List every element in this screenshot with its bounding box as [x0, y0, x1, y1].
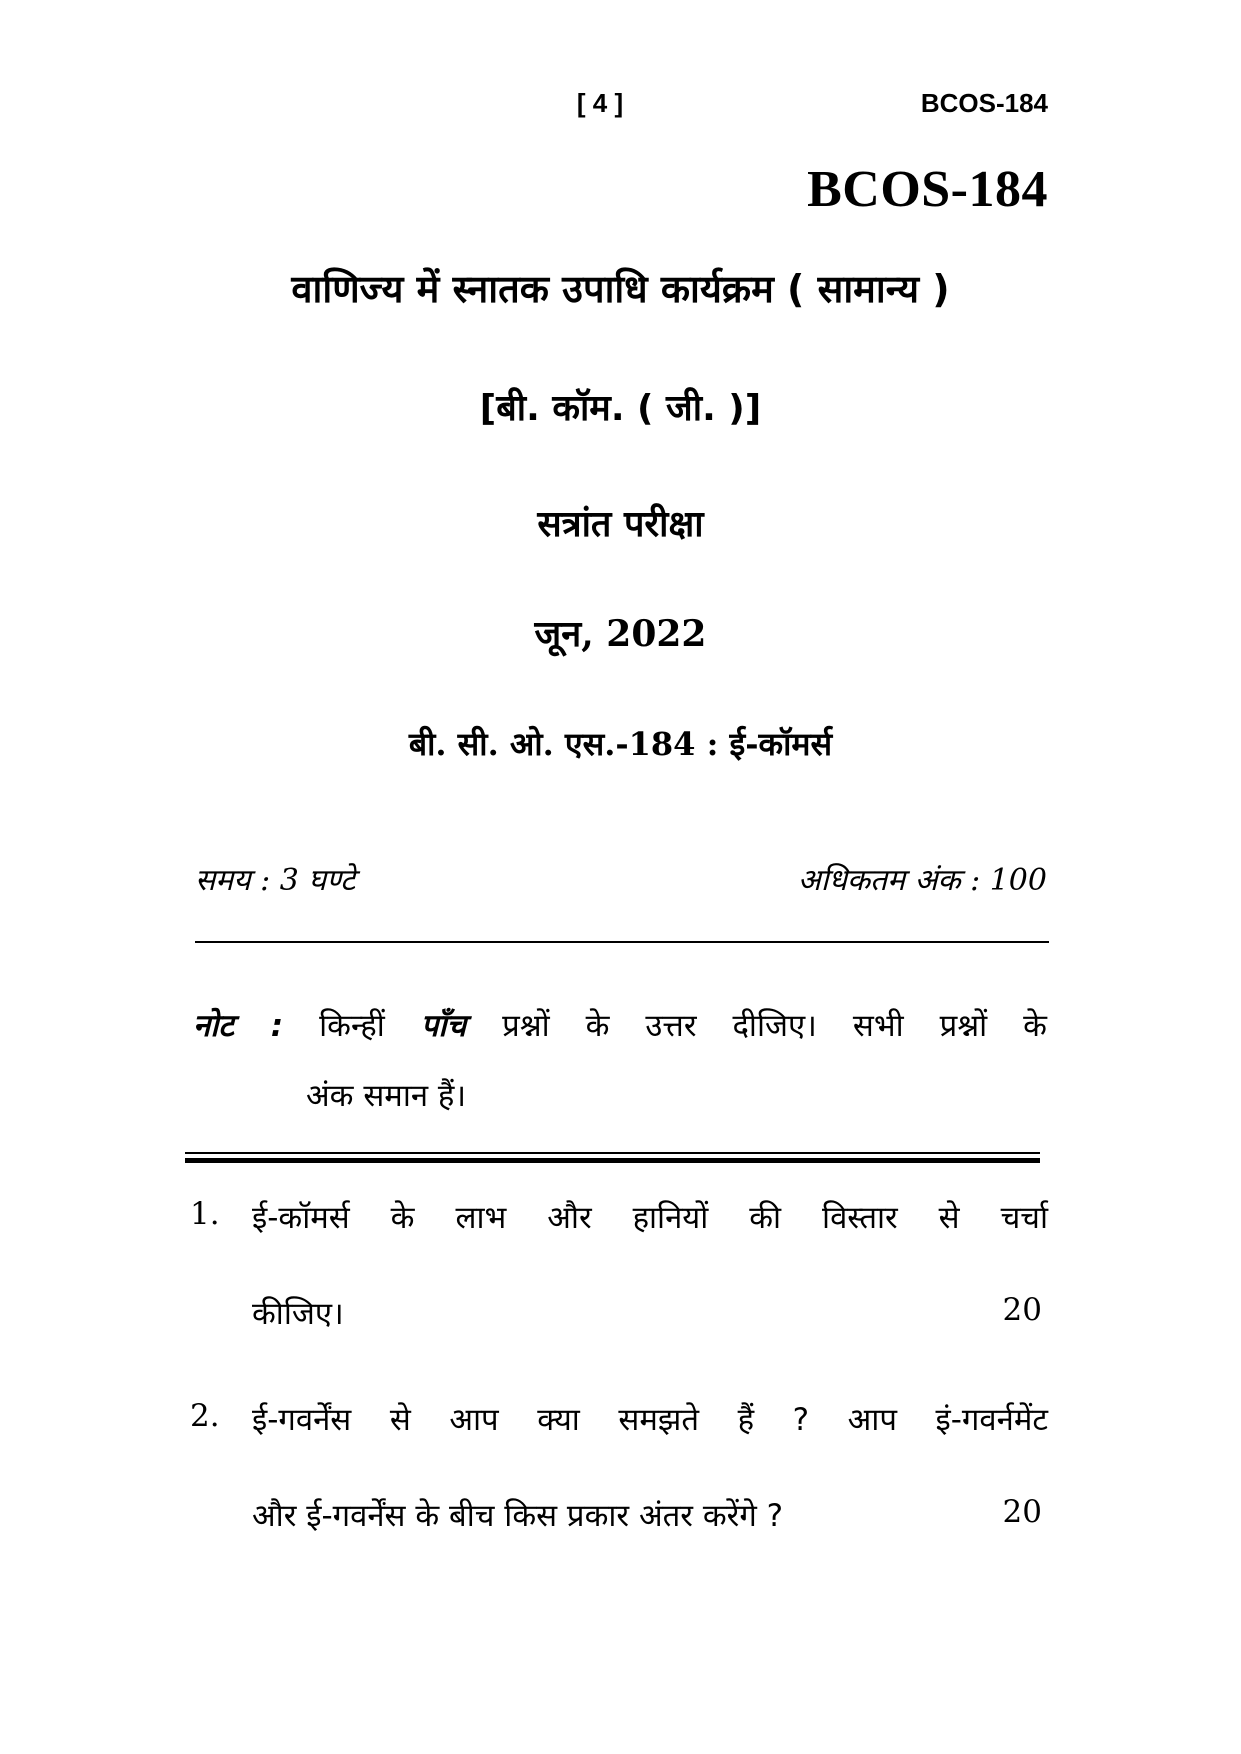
double-rule-top [185, 1152, 1040, 1154]
note-label: नोट : [193, 1008, 284, 1044]
instructions-note [193, 978, 1047, 1074]
note-text-after: प्रश्नों के उत्तर दीजिए। सभी प्रश्नों के [502, 1008, 1047, 1044]
maximum-marks: अधिकतम अंक : 100 [797, 863, 1047, 898]
exam-session: जून, 2022 [534, 613, 707, 655]
programme-title: वाणिज्य में स्नातक उपाधि कार्यक्रम ( सामान्य ) [291, 267, 950, 311]
question-number: 2. [190, 1398, 220, 1434]
question-text-line-1: ई-गवर्नेंस से आप क्या समझते हैं ? आप इं-गवर्नमेंट [252, 1402, 1048, 1438]
degree-title: [बी. कॉम. ( जी. )] [479, 388, 762, 429]
question-2 [190, 1398, 1048, 1578]
question-text-line-2: कीजिए। [252, 1296, 344, 1332]
question-marks: 20 [1002, 1494, 1042, 1530]
question-1 [190, 1196, 1048, 1376]
question-text-line-2: और ई-गवर्नेंस के बीच किस प्रकार अंतर करेंगे ? [252, 1498, 784, 1534]
question-number: 1. [190, 1196, 220, 1232]
note-continuation: अंक समान हैं। [306, 1078, 467, 1114]
divider-rule [195, 941, 1049, 943]
double-rule-bottom [185, 1158, 1040, 1163]
header-course-code: BCOS-184 [920, 88, 1048, 118]
question-text-line-1: ई-कॉमर्स के लाभ और हानियों की विस्तार से चर्चा [252, 1200, 1048, 1236]
exam-meta-row [195, 858, 1047, 899]
note-text-before: किन्हीं [319, 1008, 385, 1044]
page-number: [ 4 ] [576, 88, 624, 118]
course-title: बी. सी. ओ. एस.-184 : ई-कॉमर्स [408, 725, 833, 763]
time-allowed: समय : 3 घण्टे [195, 863, 356, 898]
course-code-title: BCOS-184 [807, 161, 1048, 218]
question-marks: 20 [1002, 1292, 1042, 1328]
exam-type: सत्रांत परीक्षा [537, 504, 704, 545]
note-emphasis: पाँच [420, 1008, 467, 1044]
